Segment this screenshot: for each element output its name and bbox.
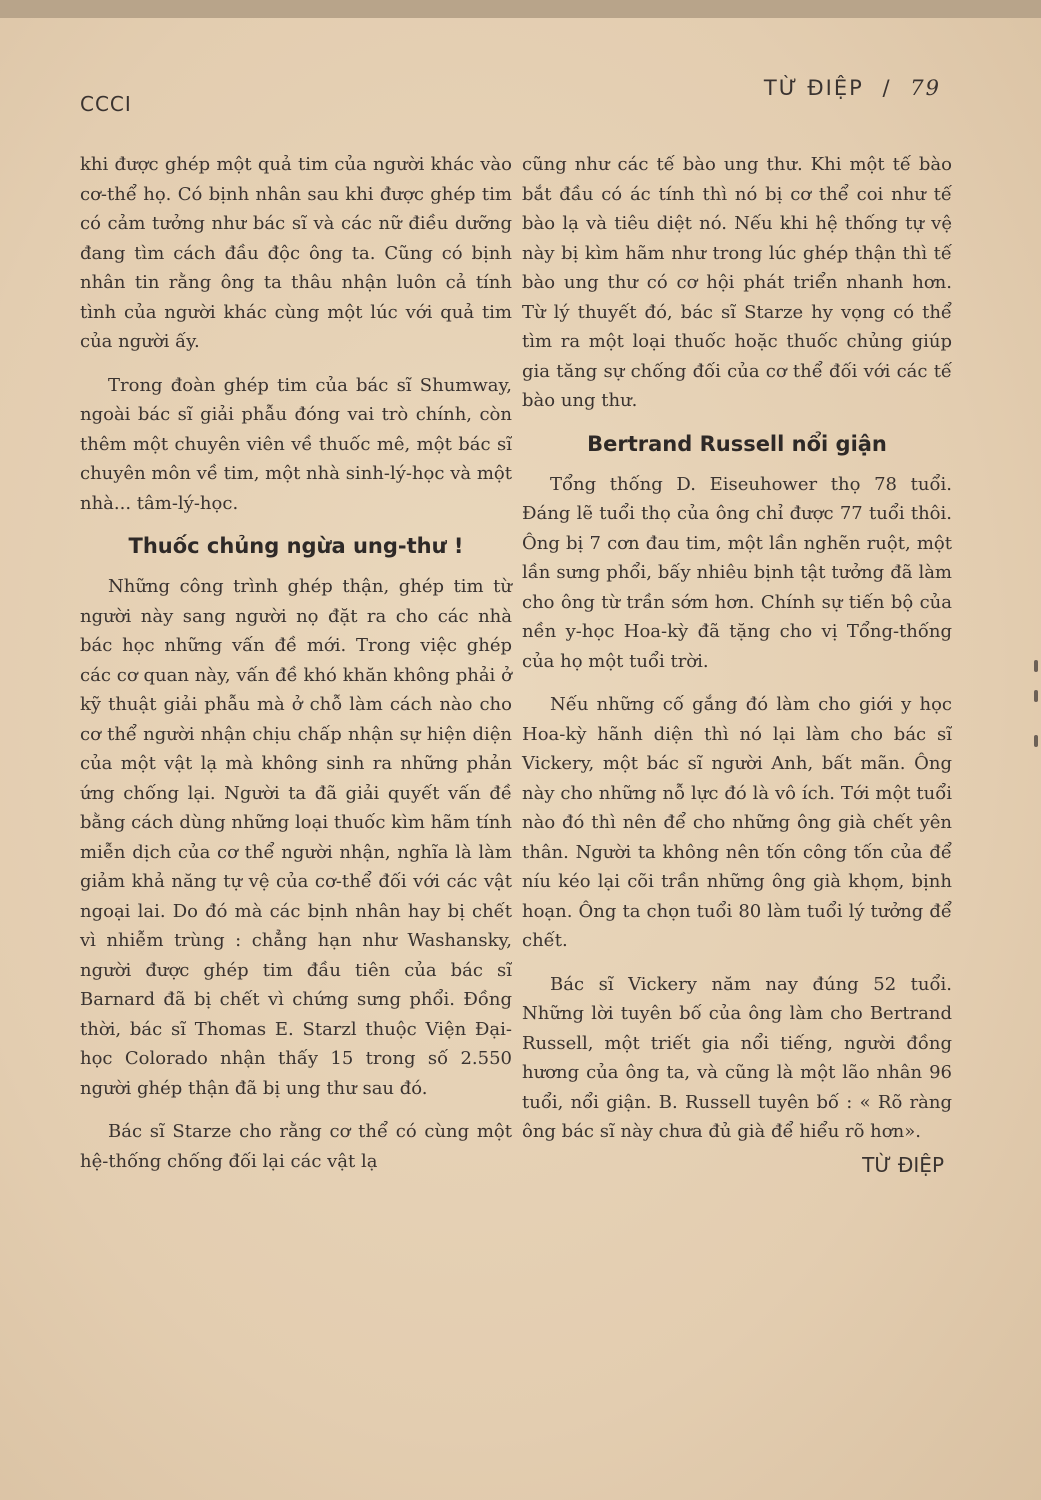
top-edge-strip <box>0 0 1041 18</box>
magazine-title: TỪ ĐIỆP <box>763 76 864 100</box>
paper-mark <box>1034 735 1038 747</box>
left-paragraph-4: Bác sĩ Starze cho rằng cơ thể có cùng một hệ-thống chống đối lại các vật lạ <box>80 1121 512 1172</box>
section-heading-russell: Bertrand Russell nổi giận <box>587 431 887 456</box>
header-separator: / <box>882 76 892 100</box>
signature: TỪ ĐIỆP <box>862 1152 944 1177</box>
page-number: 79 <box>910 76 941 100</box>
left-paragraph-1: khi được ghép một quả tim của người khác vào cơ-thể họ. Có bịnh nhân sau khi được ghép tim có cảm tưởng như bác sĩ và các nữ điều dưỡng đang tìm cách đầu độc ông ta. Cũng có bịnh nhân tin rằng ông ta thâu nhận luôn cả tính tình của người khác cùng một lúc với quả tim của người ấy. <box>80 154 512 352</box>
page-header-magazine <box>764 76 941 100</box>
right-paragraph-2: Tổng thống D. Eiseuhower thọ 78 tuổi. Đáng lẽ tuổi thọ của ông chỉ được 77 tuổi thôi. Ông bị 7 cơn đau tim, một lần nghẽn ruột, một lần sưng phổi, bấy nhiêu bịnh tật tưởng đã làm cho ông từ trần sớm hơn. Chính sự tiến bộ của nền y-học Hoa-kỳ đã tặng cho vị Tổng-thống của họ một tuổi trời. <box>522 473 952 672</box>
section-heading-vaccine: Thuốc chủng ngừa ung-thư ! <box>128 534 464 558</box>
left-paragraph-3: Những công trình ghép thận, ghép tim từ người này sang người nọ đặt ra cho các nhà bác học những vấn đề mới. Trong việc ghép các cơ quan này, vấn đề khó khăn không phải ở kỹ thuật giải phẫu mà ở chỗ làm cách nào cho cơ thể người nhận chịu chấp nhận sự hiện diện của một vật lạ mà không sinh ra những phản ứng chống lại. Người ta đã giải quyết vấn đề bằng cách dùng những loại thuốc kìm hãm tính miễn dịch của cơ thể người nhận, nghĩa là làm giảm khả năng tự vệ của cơ-thể đối với các vật ngoại lai. Do đó mà các bịnh nhân hay bị chết vì nhiễm trùng : chẳng hạn như Washansky, người được ghép tim đầu tiên của bác sĩ Barnard đã bị chết vì chứng sưng phổi. Đồng thời, bác sĩ Thomas E. Starzl thuộc Viện Đại-học Colorado nhận thấy 15 trong số 2.550 người ghép thận đã bị ung thư sau đó. <box>80 576 512 1099</box>
paper-mark <box>1034 690 1038 702</box>
page-header-label: CCCI <box>80 92 132 116</box>
right-column <box>522 150 952 1177</box>
right-paragraph-3: Nếu những cố gắng đó làm cho giới y học Hoa-kỳ hãnh diện thì nó lại làm cho bác sĩ Vickery, một bác sĩ người Anh, bất mãn. Ông này cho những nỗ lực đó là vô ích. Tới một tuổi nào đó thì nên để cho những ông già chết yên thân. Người ta không nên tốn công tốn của để níu kéo lại cõi trần những ông già khọm, bịnh hoạn. Ông ta chọn tuổi 80 làm tuổi lý tưởng để chết. <box>522 694 952 951</box>
paper-mark <box>1034 660 1038 672</box>
left-paragraph-2: Trong đoàn ghép tim của bác sĩ Shumway, ngoài bác sĩ giải phẫu đóng vai trò chính, còn thêm một chuyên viên về thuốc mê, một bác sĩ chuyên môn về tim, một nhà sinh-lý-học và một nhà... tâm-lý-học. <box>80 374 512 514</box>
right-paragraph-4: Bác sĩ Vickery năm nay đúng 52 tuổi. Những lời tuyên bố của ông làm cho Bertrand Russell, một triết gia nổi tiếng, người đồng hương của ông ta, và cũng là một lão nhân 96 tuổi, nổi giận. B. Russell tuyên bố : « Rõ ràng ông bác sĩ này chưa đủ già để hiểu rõ hơn». <box>522 973 952 1142</box>
right-paragraph-1: cũng như các tế bào ung thư. Khi một tế bào bắt đầu có ác tính thì nó bị cơ thể coi như tế bào lạ và tiêu diệt nó. Nếu khi hệ thống tự vệ này bị kìm hãm như trong lúc ghép thận thì tế bào ung thư có cơ hội phát triển nhanh hơn. Từ lý thuyết đó, bác sĩ Starze hy vọng có thể tìm ra một loại thuốc hoặc thuốc chủng giúp gia tăng sự chống đối của cơ thể đối với các tế bào ung thư. <box>522 154 952 411</box>
left-column <box>80 150 512 1176</box>
